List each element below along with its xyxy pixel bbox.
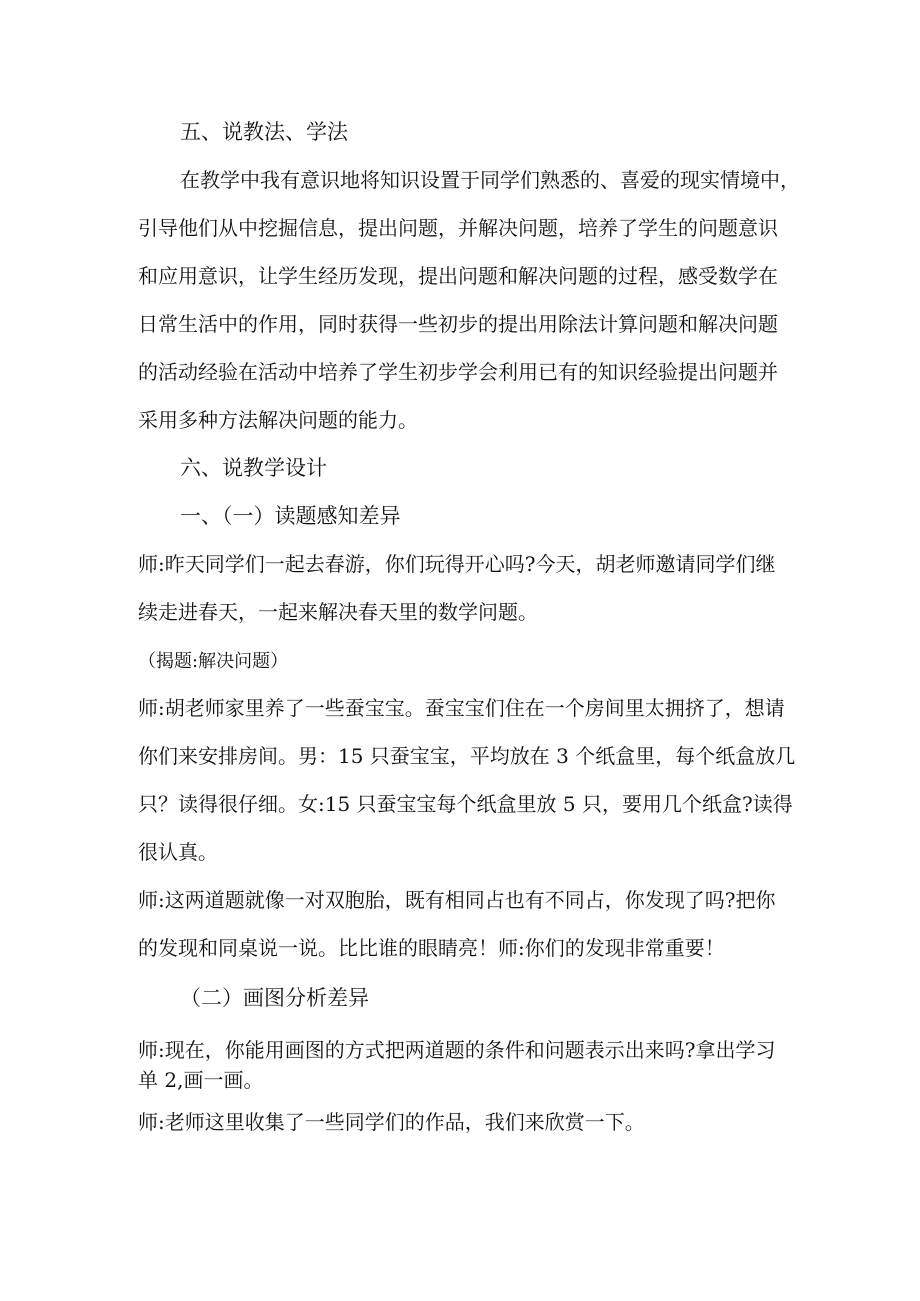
- dialog4-line-1: 师:现在，你能用画图的方式把两道题的条件和问题表示出来吗?拿出学习: [138, 1038, 776, 1062]
- section5-line-3: 和应用意识，让学生经历发现，提出问题和解决问题的过程，感受数学在: [138, 264, 778, 288]
- part2-title: （二）画图分析差异: [180, 986, 369, 1010]
- dialog2-line-3: 只？读得很仔细。女:15 只蚕宝宝每个纸盒里放 5 只，要用几个纸盒?读得: [138, 792, 793, 816]
- dialog2-line-2: 你们来安排房间。男：15 只蚕宝宝，平均放在 3 个纸盒里，每个纸盒放几: [138, 744, 796, 768]
- dialog1-line-1: 师:昨天同学们一起去春游，你们玩得开心吗?今天，胡老师邀请同学们继: [138, 552, 776, 576]
- section5-line-6: 采用多种方法解决问题的能力。: [138, 408, 418, 432]
- dialog3-line-1: 师:这两道题就像一对双胞胎，既有相同占也有不同占，你发现了吗?把你: [138, 888, 776, 912]
- section5-line-5: 的活动经验在活动中培养了学生初步学会利用已有的知识经验提出问题并: [138, 360, 778, 384]
- section5-line-4: 日常生活中的作用，同时获得一些初步的提出用除法计算问题和解决问题: [138, 312, 778, 336]
- dialog5-line: 师:老师这里收集了一些同学们的作品，我们来欣赏一下。: [138, 1110, 645, 1134]
- section5-line-1: 在教学中我有意识地将知识设置于同学们熟悉的、喜爱的现实情境中，: [180, 168, 800, 192]
- section5-title: 五、说教法、学法: [180, 120, 348, 144]
- section6-title: 六、说教学设计: [180, 456, 327, 480]
- dialog1-line-2: 续走进春天，一起来解决春天里的数学问题。: [138, 600, 538, 624]
- part1-title: 一、（一）读题感知差异: [180, 504, 401, 528]
- dialog4-line-2: 单 2,画一画。: [138, 1068, 264, 1092]
- dialog2-line-1: 师:胡老师家里养了一些蚕宝宝。蚕宝宝们住在一个房间里太拥挤了，想请: [138, 696, 785, 720]
- reveal-topic: （揭题:解决问题）: [138, 651, 289, 672]
- dialog3-line-2: 的发现和同桌说一说。比比谁的眼睛亮！师:你们的发现非常重要！: [138, 936, 725, 960]
- dialog2-line-4: 很认真。: [138, 840, 218, 864]
- section5-line-2: 引导他们从中挖掘信息，提出问题，并解决问题，培养了学生的问题意识: [138, 216, 778, 240]
